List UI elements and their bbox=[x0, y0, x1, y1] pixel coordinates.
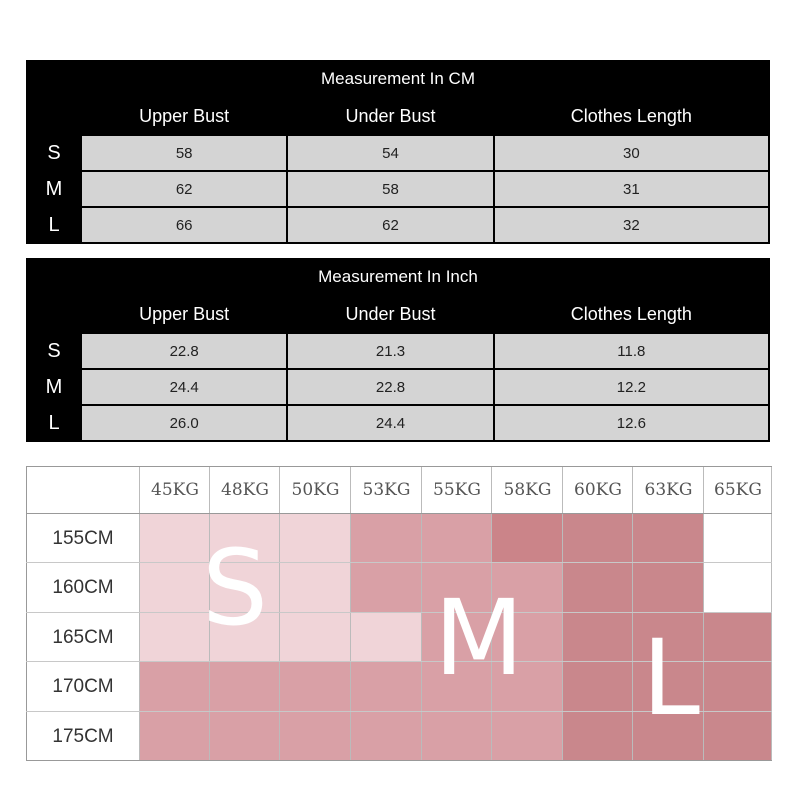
height-label: 170CM bbox=[52, 676, 114, 698]
size-cell bbox=[280, 514, 351, 563]
table-row bbox=[28, 172, 768, 206]
table-row bbox=[28, 370, 768, 404]
weight-header: 58KG bbox=[503, 480, 552, 500]
corner-cell bbox=[28, 296, 80, 332]
table-cell: 21.3 bbox=[288, 334, 492, 368]
size-cell bbox=[280, 613, 351, 662]
table-cell: 12.6 bbox=[495, 406, 768, 440]
size-label: L bbox=[48, 411, 60, 434]
height-label: 160CM bbox=[52, 577, 114, 599]
size-letter-s: S bbox=[202, 527, 269, 649]
grid-line bbox=[562, 466, 563, 761]
size-cell bbox=[633, 514, 704, 563]
grid-line bbox=[350, 466, 351, 761]
weight-header: 53KG bbox=[362, 480, 411, 500]
column-header: Upper Bust bbox=[139, 105, 230, 126]
size-cell bbox=[140, 712, 210, 761]
cm-table-grid bbox=[26, 96, 770, 244]
column-header: Clothes Length bbox=[570, 303, 692, 324]
size-recommendation-grid bbox=[26, 466, 772, 756]
grid-line bbox=[26, 466, 27, 761]
grid-line bbox=[279, 466, 280, 761]
table-row bbox=[28, 334, 768, 368]
table-cell: 12.2 bbox=[495, 370, 768, 404]
grid-line bbox=[26, 612, 772, 613]
weight-header: 50KG bbox=[291, 480, 340, 500]
grid-line bbox=[703, 466, 704, 761]
grid-line bbox=[771, 466, 772, 761]
size-letter-l: L bbox=[642, 617, 700, 739]
table-cell: 30 bbox=[495, 136, 768, 170]
table-cell: 22.8 bbox=[82, 334, 286, 368]
size-cell bbox=[351, 662, 422, 711]
weight-header: 45KG bbox=[151, 480, 199, 500]
size-label: S bbox=[47, 141, 61, 164]
table-row bbox=[28, 208, 768, 242]
size-cell bbox=[140, 662, 210, 711]
table-cell: 31 bbox=[495, 172, 768, 206]
size-label: M bbox=[45, 177, 63, 200]
weight-header: 55KG bbox=[433, 480, 481, 500]
table-cell: 24.4 bbox=[288, 406, 492, 440]
table-cell: 58 bbox=[288, 172, 492, 206]
inch-table-title: Measurement In Inch bbox=[318, 267, 478, 286]
grid-line bbox=[26, 562, 772, 563]
grid-line bbox=[26, 760, 772, 761]
grid-line bbox=[26, 466, 772, 467]
table-row bbox=[28, 406, 768, 440]
size-cell bbox=[140, 613, 210, 662]
corner-cell bbox=[28, 98, 80, 134]
size-cell bbox=[704, 662, 772, 711]
weight-header: 63KG bbox=[644, 480, 693, 500]
size-cell bbox=[280, 712, 351, 761]
table-cell: 26.0 bbox=[82, 406, 286, 440]
size-cell bbox=[704, 712, 772, 761]
size-cell bbox=[492, 712, 563, 761]
table-cell: 62 bbox=[82, 172, 286, 206]
size-cell bbox=[704, 613, 772, 662]
height-label: 155CM bbox=[52, 528, 114, 549]
size-cell bbox=[351, 712, 422, 761]
weight-header: 65KG bbox=[714, 480, 762, 500]
size-cell bbox=[704, 514, 772, 563]
column-header: Clothes Length bbox=[570, 105, 692, 126]
table-cell: 22.8 bbox=[288, 370, 492, 404]
table-cell: 24.4 bbox=[82, 370, 286, 404]
size-label: L bbox=[48, 213, 60, 236]
column-header: Under Bust bbox=[345, 105, 436, 126]
table-cell: 66 bbox=[82, 208, 286, 242]
size-cell bbox=[422, 712, 492, 761]
size-cell bbox=[563, 613, 633, 662]
size-cell bbox=[704, 563, 772, 612]
grid-line bbox=[26, 513, 772, 514]
height-label: 175CM bbox=[52, 725, 114, 747]
inch-measurement-table bbox=[26, 258, 770, 442]
size-cell bbox=[140, 563, 210, 612]
size-cell bbox=[351, 514, 422, 563]
grid-line bbox=[139, 466, 140, 761]
size-cell bbox=[280, 662, 351, 711]
size-cell bbox=[492, 514, 563, 563]
column-header: Under Bust bbox=[345, 303, 436, 324]
weight-header: 60KG bbox=[574, 480, 622, 500]
size-label: S bbox=[47, 339, 61, 362]
size-cell bbox=[563, 514, 633, 563]
size-cell bbox=[422, 514, 492, 563]
size-cell bbox=[633, 563, 704, 612]
table-cell: 11.8 bbox=[495, 334, 768, 368]
height-label: 165CM bbox=[52, 626, 114, 648]
weight-header: 48KG bbox=[221, 480, 269, 500]
size-cell bbox=[563, 563, 633, 612]
cm-table-title: Measurement In CM bbox=[321, 69, 475, 88]
size-cell bbox=[351, 613, 422, 662]
table-cell: 32 bbox=[495, 208, 768, 242]
size-cell bbox=[563, 662, 633, 711]
size-cell bbox=[210, 712, 280, 761]
size-cell bbox=[140, 514, 210, 563]
table-cell: 62 bbox=[288, 208, 492, 242]
size-cell bbox=[351, 563, 422, 612]
size-letter-m: M bbox=[434, 577, 524, 699]
grid-line bbox=[421, 466, 422, 761]
column-header: Upper Bust bbox=[139, 303, 230, 324]
size-cell bbox=[563, 712, 633, 761]
size-cell bbox=[210, 662, 280, 711]
cm-measurement-table bbox=[26, 60, 770, 244]
size-cell bbox=[280, 563, 351, 612]
grid-line bbox=[632, 466, 633, 761]
size-label: M bbox=[45, 375, 63, 398]
table-cell: 58 bbox=[82, 136, 286, 170]
table-cell: 54 bbox=[288, 136, 492, 170]
table-row bbox=[28, 136, 768, 170]
inch-table-grid bbox=[26, 294, 770, 442]
